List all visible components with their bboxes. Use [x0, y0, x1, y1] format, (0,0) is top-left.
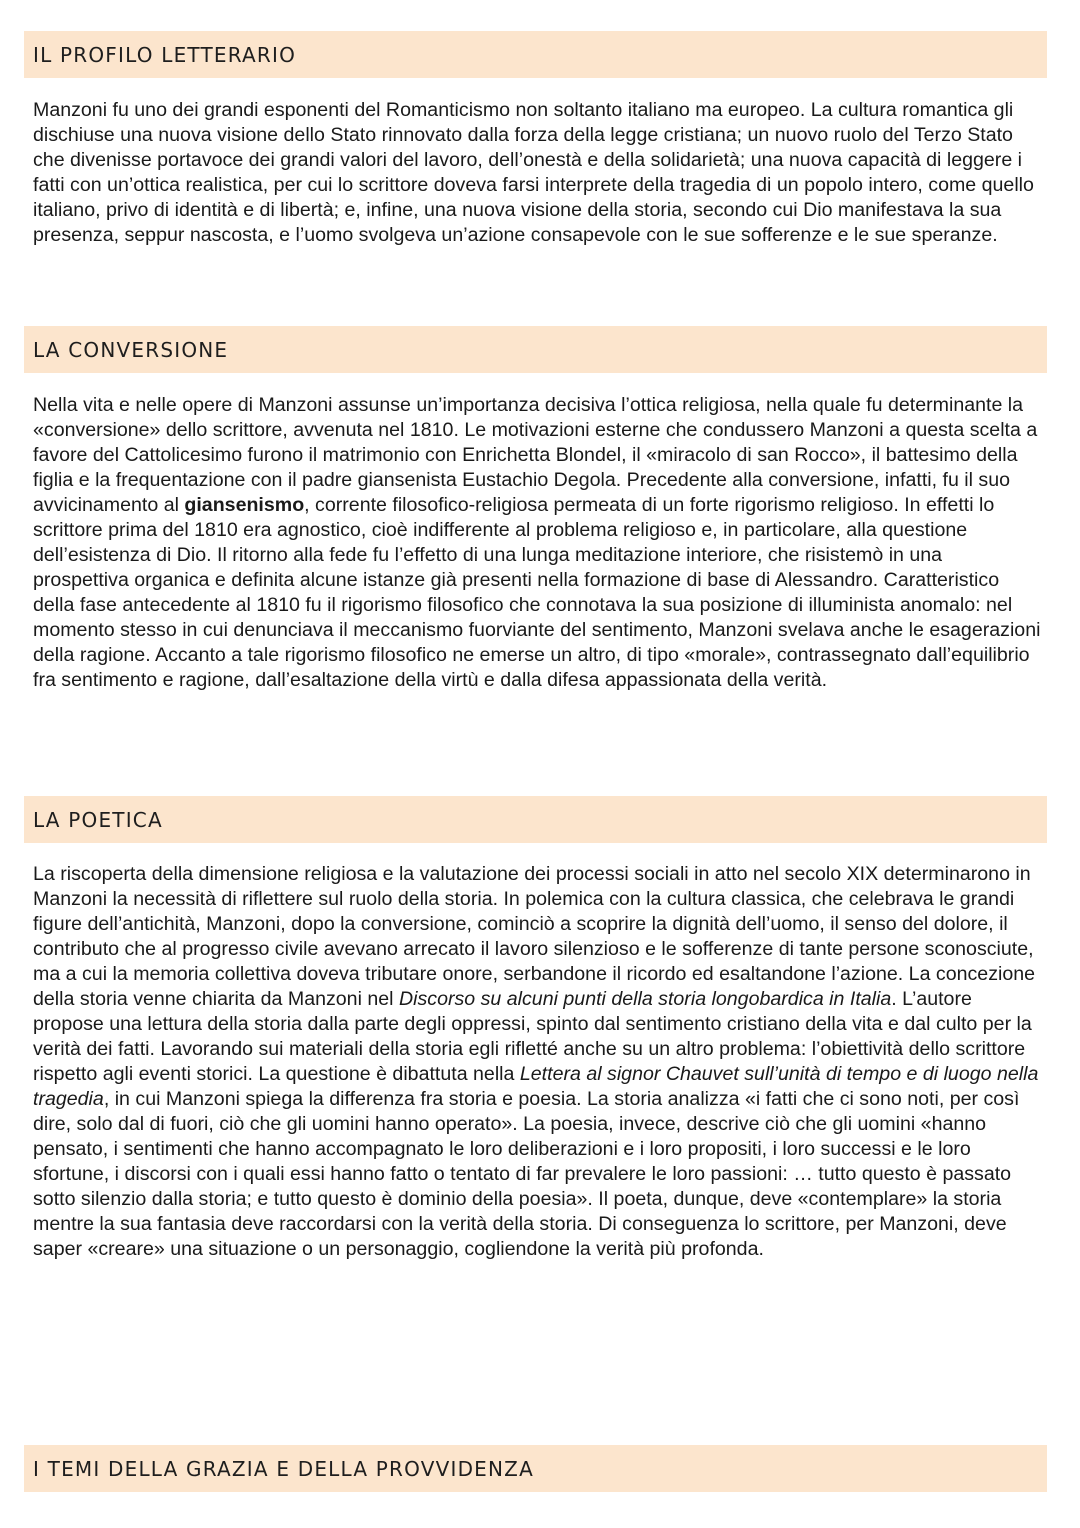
- section-title: LA CONVERSIONE: [33, 337, 229, 362]
- work-title-discorso: Discorso su alcuni punti della storia longobardica in Italia: [398, 988, 892, 1010]
- text-run: La riscoperta della dimensione religiosa e la valutazione dei processi sociali in atto nel secolo XIX determinarono in Manzoni la necessità di riflettere sul ruolo della storia. In polemica con la cultura classica, che celebrava le grandi figure dell’antichità, Manzoni, dopo la conversione, cominciò a scoprire la dignità dell’uomo, il senso del dolore, il contributo che al progresso civile avevano arrecato il lavoro silenzioso e le sofferenze di tante persone sconosciute, ma a cui la memoria collettiva doveva tributare onore, serbandone il ricordo ed esaltandone l’azione. La concezione della storia venne chiarita da Manzoni nel: [33, 863, 1036, 1010]
- paragraph-poetica: [33, 862, 1043, 1262]
- text-run: . L’autore propose una lettura della storia dalla parte degli oppressi, spinto dal sentimento cristiano della vita e dal culto per la verità dei fatti. Lavorando sui materiali della storia egli rifletté anche su un altro problema: l’obiettività dello scrittore rispetto agli eventi storici. La questione è dibattuta nella: [33, 988, 1032, 1085]
- text-run: , corrente filosofico-religiosa permeata di un forte rigorismo religioso. In effetti lo scrittore prima del 1810 era agnostico, cioè indifferente al problema religioso e, in particolare, alla questione dell’esistenza di Dio. Il ritorno alla fede fu l’effetto di una lunga meditazione interiore, che risistemò in una prospettiva organica e definita alcune istanze già presenti nella formazione di base di Alessandro. Caratteristico della fase antecedente al 1810 fu il rigorismo filosofico che connotava la sua posizione di illuminista anomalo: nel momento stesso in cui denunciava il meccanismo fuorviante del sentimento, Manzoni svelava anche le esagerazioni della ragione. Accanto a tale rigorismo filosofico ne emerse un altro, di tipo «morale», contrassegnato dall’equilibrio fra sentimento e ragione, dall’esaltazione della virtù e dalla difesa appassionata della verità.: [33, 494, 1041, 691]
- paragraph-profilo-letterario: Manzoni fu uno dei grandi esponenti del Romanticismo non soltanto italiano ma europeo. La cultura romantica gli dischiuse una nuova visione dello Stato rinnovato dalla forza della legge cristiana; un nuovo ruolo del Terzo Stato che divenisse portavoce dei grandi valori del lavoro, dell’onestà e della solidarietà; una nuova capacità di leggere i fatti con un’ottica realistica, per cui lo scrittore doveva farsi interprete della tragedia di un popolo intero, come quello italiano, privo di identità e di libertà; e, infine, una nuova visione della storia, secondo cui Dio manifestava la sua presenza, seppur nascosta, e l’uomo svolgeva un’azione consapevole con le sue sofferenze e le sue speranze.: [33, 99, 1034, 246]
- work-title-lettera-chauvet: Lettera al signor Chauvet sull’unità di tempo e di luogo nella tragedia: [33, 1063, 1039, 1110]
- paragraph-conversione: [33, 393, 1043, 693]
- text-run: Nella vita e nelle opere di Manzoni assunse un’importanza decisiva l’ottica religiosa, nella quale fu determinante la «conversione» dello scrittore, avvenuta nel 1810. Le motivazioni esterne che condussero Manzoni a questa scelta a favore del Cattolicesimo furono il matrimonio con Enrichetta Blondel, il «miracolo di san Rocco», il battesimo della figlia e la frequentazione con il padre giansenista Eustachio Degola. Precedente alla conversione, infatti, fu il suo avvicinamento al: [33, 394, 1038, 516]
- section-header-poetica: [24, 796, 1047, 843]
- section-title: I TEMI DELLA GRAZIA E DELLA PROVVIDENZA: [33, 1456, 534, 1481]
- text-run: , in cui Manzoni spiega la differenza fra storia e poesia. La storia analizza «i fatti che ci sono noti, per così dire, solo dal di fuori, ciò che gli uomini hanno operato». La poesia, invece, descrive ciò che gli uomini «hanno pensato, i sentimenti che hanno accompagnato le loro deliberazioni e i loro propositi, i loro successi e le loro sfortune, i discorsi con i quali essi hanno fatto o tentato di far prevalere le loro passioni: … tutto questo è passato sotto silenzio dalla storia; e tutto questo è dominio della poesia». Il poeta, dunque, deve «contemplare» la storia mentre la sua fantasia deve raccordarsi con la verità della storia. Di conseguenza lo scrittore, per Manzoni, deve saper «creare» una situazione o un personaggio, cogliendone la verità più profonda.: [33, 1088, 1020, 1260]
- section-header-profilo-letterario: [24, 31, 1047, 78]
- section-title: LA POETICA: [33, 807, 163, 832]
- section-header-grazia-provvidenza: [24, 1445, 1047, 1492]
- bold-term-giansenismo: giansenismo: [184, 494, 305, 516]
- section-header-conversione: [24, 326, 1047, 373]
- section-title: IL PROFILO LETTERARIO: [33, 42, 297, 67]
